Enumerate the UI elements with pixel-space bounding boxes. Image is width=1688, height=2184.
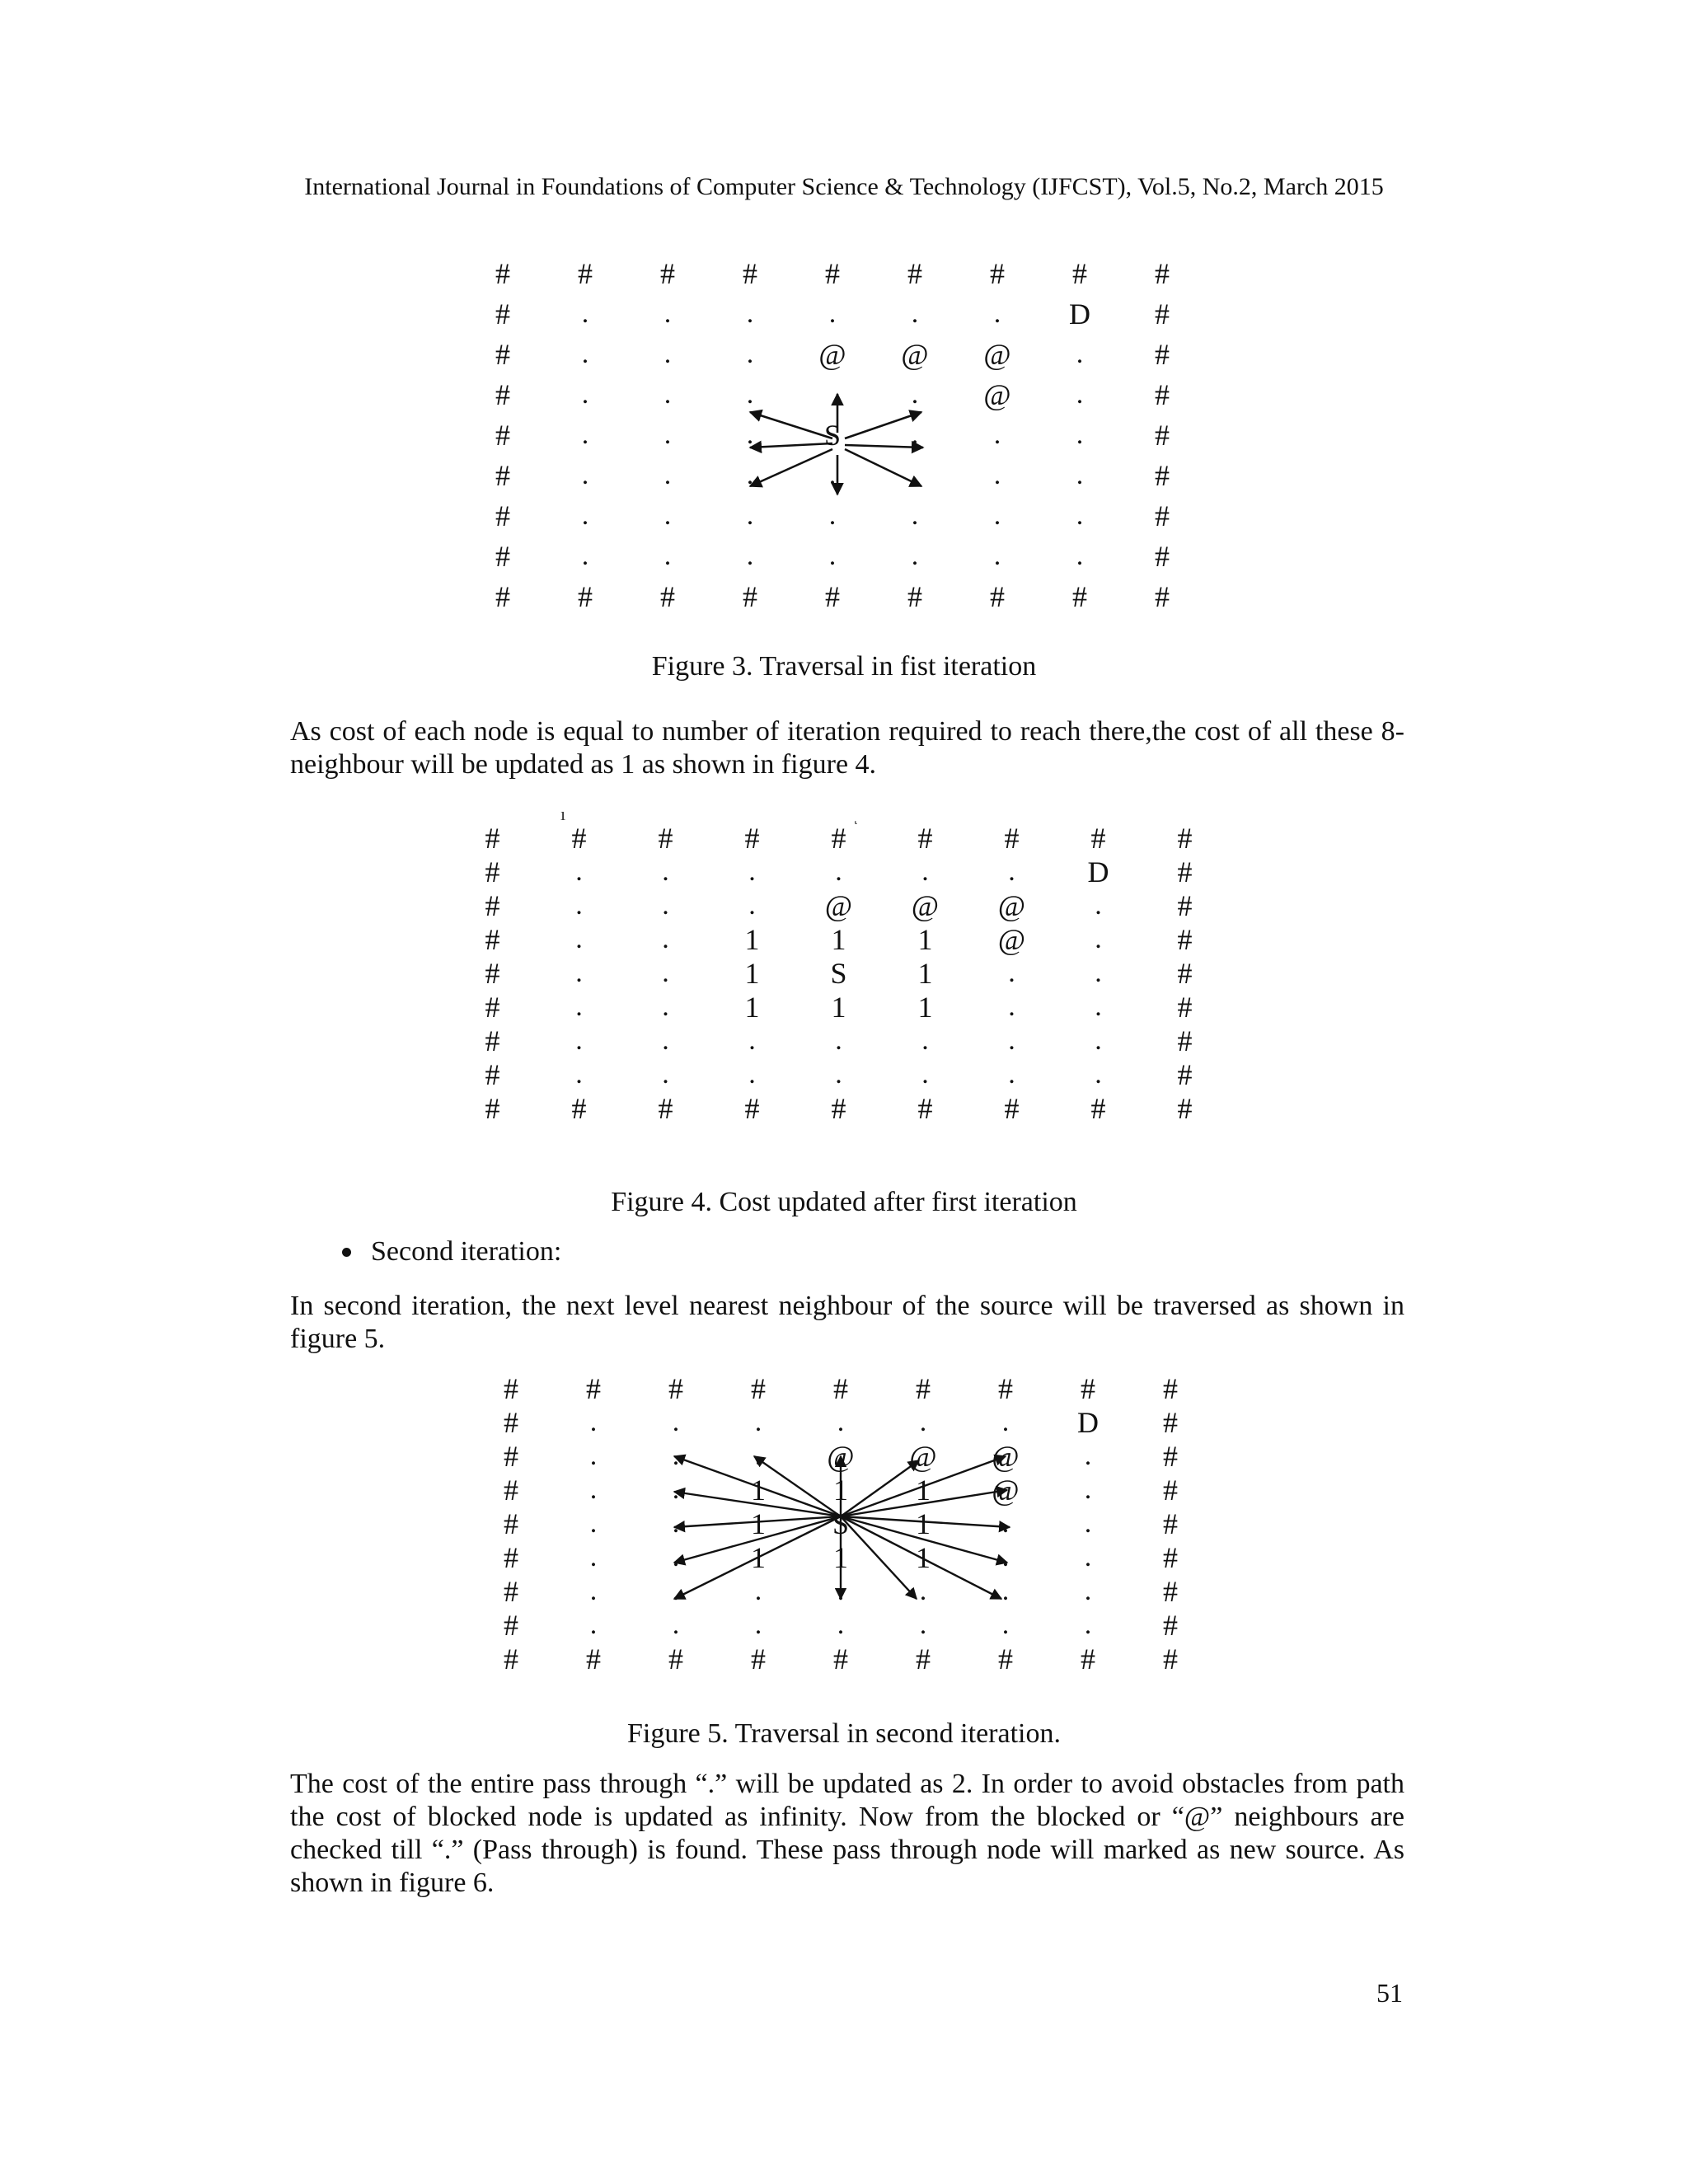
grid-cell: # [1155, 256, 1170, 290]
grid-cell: . [746, 338, 754, 369]
journal-header: International Journal in Foundations of Computer Science & Technology (IJFCST), Vol.5, No.2, March 2015 [304, 173, 1384, 200]
grid-cell: . [575, 855, 583, 887]
grid-cell: . [746, 459, 754, 490]
grid-cell: @ [911, 888, 940, 922]
grid-cell: @ [901, 337, 929, 371]
grid-cell: . [672, 1541, 680, 1572]
grid-cell: . [1084, 1541, 1092, 1572]
grid-cell: # [571, 1091, 587, 1125]
grid-cell: . [1095, 889, 1102, 921]
grid-cell: . [837, 1406, 845, 1437]
grid-cell: D [1087, 855, 1109, 888]
grid-cell: . [911, 499, 919, 531]
grid-cell: # [1081, 1371, 1095, 1405]
grid-cell: # [485, 956, 500, 990]
grid-cell: . [575, 889, 583, 921]
grid-cell: # [833, 1371, 848, 1405]
grid-cell: # [578, 579, 593, 613]
grid-cell: . [663, 459, 672, 490]
grid-cell: # [1155, 418, 1170, 452]
bullet-dot-icon [342, 1248, 351, 1257]
grid-cell: . [919, 1575, 927, 1606]
grid-cell: # [485, 821, 500, 855]
figure-5-grid [470, 1371, 1212, 1675]
grid-cell: . [1001, 1541, 1010, 1572]
grid-cell: . [1095, 957, 1102, 988]
grid-cell: . [1084, 1507, 1092, 1539]
grid-cell: . [748, 855, 756, 887]
grid-cell: # [495, 337, 510, 371]
grid-cell: . [589, 1575, 598, 1606]
grid-cell: . [1076, 419, 1084, 450]
paragraph-cost-pass-through: The cost of the entire pass through “.” will be updated as 2. In order to avoid obstacles from path the cost of blocked node is updated as infinity. Now from the blocked or “@” neighbours are checked till “.” (Pass through) is found. These pass through node will marked as new source. As shown in figure 6. [290, 1769, 1404, 1898]
grid-cell: . [589, 1507, 598, 1539]
grid-cell: . [662, 957, 669, 988]
grid-cell: . [1084, 1474, 1092, 1505]
grid-cell: # [495, 579, 510, 613]
grid-cell: # [495, 458, 510, 492]
grid-cell: # [485, 1024, 500, 1057]
grid-cell: # [586, 1371, 601, 1405]
grid-cell: # [1090, 821, 1106, 855]
grid-cell: S [830, 956, 847, 990]
grid-cell: . [1076, 499, 1084, 531]
grid-cell: . [993, 419, 1001, 450]
grid-cell: . [837, 1575, 845, 1606]
grid-cell: . [575, 991, 583, 1022]
grid-cell: @ [997, 922, 1026, 956]
grid-cell: # [1163, 1439, 1178, 1473]
grid-cell: 1 [751, 1473, 766, 1507]
grid-cell: # [825, 256, 840, 290]
grid-cell: # [495, 297, 510, 330]
grid-cell: . [581, 419, 589, 450]
grid-cell: . [575, 923, 583, 954]
grid-cell: # [907, 256, 922, 290]
grid-cell: . [921, 855, 929, 887]
grid-cell: # [578, 256, 593, 290]
grid-cell: @ [992, 1473, 1020, 1507]
grid-cell: . [828, 540, 837, 571]
grid-cell: . [1001, 1575, 1010, 1606]
grid-cell: . [754, 1406, 762, 1437]
grid-cell: # [917, 1091, 933, 1125]
grid-cell: # [751, 1642, 766, 1675]
grid-cell: # [1155, 499, 1170, 532]
grid-cell: . [746, 499, 754, 531]
grid-cell: . [748, 1058, 756, 1090]
grid-cell: . [746, 419, 754, 450]
grid-cell: . [993, 298, 1001, 329]
grid-cell: . [921, 1024, 929, 1056]
grid-cell: . [1008, 957, 1015, 988]
grid-cell: # [1177, 1091, 1193, 1125]
grid-cell: @ [992, 1439, 1020, 1473]
figure-3-grid [462, 253, 1203, 616]
grid-cell: . [835, 1024, 842, 1056]
grid-cell: # [917, 821, 933, 855]
grid-cell: . [663, 540, 672, 571]
grid-cell: . [835, 855, 842, 887]
grid-cell: # [485, 855, 500, 888]
grid-cell: . [837, 1609, 845, 1640]
grid-cell: # [660, 579, 675, 613]
grid-cell: # [833, 1642, 848, 1675]
grid-cell: # [907, 579, 922, 613]
grid-cell: . [828, 499, 837, 531]
grid-cell: . [754, 1575, 762, 1606]
grid-cell: # [658, 821, 673, 855]
grid-cell: . [581, 298, 589, 329]
grid-cell: . [754, 1609, 762, 1640]
grid-cell: 1 [744, 922, 760, 956]
grid-cell: # [1155, 579, 1170, 613]
grid-cell: . [575, 1024, 583, 1056]
grid-cell: # [990, 579, 1005, 613]
grid-cell: . [581, 459, 589, 490]
grid-cell: . [1095, 1058, 1102, 1090]
grid-cell: . [921, 1058, 929, 1090]
grid-cell: # [485, 1057, 500, 1091]
grid-cell: # [504, 1473, 518, 1507]
page-number: 51 [1376, 1978, 1403, 2008]
paragraph-second-iteration: In second iteration, the next level nearest neighbour of the source will be traversed as shown in figure 5. [290, 1291, 1404, 1354]
grid-cell: . [746, 540, 754, 571]
grid-cell: . [1095, 923, 1102, 954]
figure-4-grid [449, 821, 1228, 1125]
grid-cell: # [485, 922, 500, 956]
figure-5-caption: Figure 5. Traversal in second iteration. [627, 1718, 1061, 1749]
grid-cell: # [916, 1642, 931, 1675]
grid-cell: # [744, 821, 760, 855]
grid-cell: . [746, 378, 754, 410]
grid-cell: # [1163, 1540, 1178, 1574]
grid-cell: 1 [917, 922, 933, 956]
bullet-text: Second iteration: [371, 1236, 562, 1267]
grid-cell: # [743, 579, 757, 613]
grid-cell: 1 [751, 1507, 766, 1540]
grid-cell: . [575, 1058, 583, 1090]
grid-cell: . [663, 298, 672, 329]
grid-cell: @ [983, 377, 1011, 411]
grid-cell: 1 [751, 1540, 766, 1574]
grid-cell: . [919, 1406, 927, 1437]
grid-cell: . [662, 855, 669, 887]
grid-cell: S [823, 418, 842, 452]
grid-cell: # [1177, 1024, 1193, 1057]
grid-cell: # [504, 1507, 518, 1540]
grid-cell: . [672, 1507, 680, 1539]
grid-cell: # [1163, 1642, 1178, 1675]
grid-cell: . [663, 338, 672, 369]
grid-cell: . [1076, 540, 1084, 571]
grid-cell: . [993, 499, 1001, 531]
grid-cell: D [1077, 1405, 1099, 1439]
grid-cell: . [1001, 1406, 1010, 1437]
grid-cell: . [663, 419, 672, 450]
grid-cell: 1 [833, 1540, 848, 1574]
grid-cell: . [1084, 1609, 1092, 1640]
grid-cell: # [495, 499, 510, 532]
stray-mark-1: ı [560, 804, 566, 824]
grid-cell: . [1076, 378, 1084, 410]
grid-cell: # [1163, 1507, 1178, 1540]
grid-cell: . [1076, 338, 1084, 369]
grid-cell: 1 [916, 1473, 931, 1507]
grid-cell: # [831, 821, 846, 855]
grid-cell: # [495, 539, 510, 573]
grid-cell: # [504, 1642, 518, 1675]
grid-cell: @ [818, 337, 846, 371]
grid-cell: # [1177, 821, 1193, 855]
grid-cell: . [672, 1575, 680, 1606]
grid-cell: # [1177, 990, 1193, 1024]
grid-cell: . [993, 540, 1001, 571]
grid-cell: # [485, 990, 500, 1024]
grid-cell: 1 [916, 1540, 931, 1574]
grid-cell: 1 [917, 956, 933, 990]
grid-cell: # [495, 377, 510, 411]
grid-cell: 1 [917, 990, 933, 1024]
grid-cell: # [1163, 1371, 1178, 1405]
grid-cell: . [662, 923, 669, 954]
grid-cell: # [1163, 1405, 1178, 1439]
grid-cell: . [581, 378, 589, 410]
bullet-second-iteration [342, 1236, 561, 1268]
grid-cell: . [589, 1474, 598, 1505]
figure-4-caption: Figure 4. Cost updated after first iteration [611, 1187, 1077, 1217]
grid-cell: . [589, 1541, 598, 1572]
paragraph-cost-update: As cost of each node is equal to number of iteration required to reach there,the cost of all these 8-neighbour will be updated as 1 as shown in figure 4. [290, 716, 1404, 780]
grid-cell: # [485, 888, 500, 922]
grid-cell: . [828, 298, 837, 329]
grid-cell: @ [909, 1439, 937, 1473]
grid-cell: . [911, 419, 919, 450]
stray-mark-2: ͺ [853, 804, 860, 824]
grid-cell: 1 [831, 922, 846, 956]
grid-cell: . [911, 459, 919, 490]
grid-cell: # [1004, 1091, 1020, 1125]
grid-cell: # [743, 256, 757, 290]
grid-cell: . [746, 298, 754, 329]
grid-cell: # [1177, 956, 1193, 990]
grid-cell: @ [827, 1439, 855, 1473]
grid-cell: . [672, 1609, 680, 1640]
grid-cell: # [668, 1371, 683, 1405]
grid-cell: . [993, 459, 1001, 490]
grid-cell: . [672, 1440, 680, 1471]
grid-cell: . [1084, 1440, 1092, 1471]
grid-cell: . [828, 459, 837, 490]
grid-cell: # [1072, 256, 1087, 290]
grid-cell: . [672, 1474, 680, 1505]
figure-3-caption: Figure 3. Traversal in fist iteration [651, 651, 1037, 682]
grid-cell: # [504, 1608, 518, 1642]
grid-cell [791, 374, 874, 415]
grid-cell: . [575, 957, 583, 988]
grid-cell: . [1008, 1024, 1015, 1056]
grid-cell: . [754, 1440, 762, 1471]
grid-cell: # [586, 1642, 601, 1675]
grid-cell: # [1072, 579, 1087, 613]
grid-cell: @ [824, 888, 853, 922]
grid-cell: # [831, 1091, 846, 1125]
grid-cell: # [998, 1371, 1013, 1405]
grid-cell: # [1090, 1091, 1106, 1125]
grid-cell: . [748, 1024, 756, 1056]
grid-cell: . [1095, 1024, 1102, 1056]
grid-cell: . [589, 1440, 598, 1471]
grid-cell: . [911, 540, 919, 571]
grid-cell: # [1155, 337, 1170, 371]
grid-cell: . [1076, 459, 1084, 490]
grid-cell: # [1163, 1473, 1178, 1507]
grid-cell: 1 [744, 990, 760, 1024]
grid-cell: . [748, 889, 756, 921]
grid-cell: # [571, 821, 587, 855]
grid-cell: # [1163, 1574, 1178, 1608]
grid-cell: # [1155, 377, 1170, 411]
grid-cell: # [1177, 1057, 1193, 1091]
grid-cell: . [1008, 855, 1015, 887]
grid-cell: # [1155, 458, 1170, 492]
grid-cell: S [832, 1507, 850, 1540]
grid-cell: D [1069, 297, 1090, 330]
grid-cell: . [1095, 991, 1102, 1022]
grid-cell: . [1001, 1609, 1010, 1640]
grid-cell: . [1001, 1507, 1010, 1539]
grid-cell: @ [983, 337, 1011, 371]
grid-cell: # [660, 256, 675, 290]
grid-cell: 1 [833, 1473, 848, 1507]
grid-cell: . [1008, 1058, 1015, 1090]
grid-cell: 1 [916, 1507, 931, 1540]
grid-cell: . [581, 338, 589, 369]
grid-cell: # [504, 1371, 518, 1405]
grid-cell: . [919, 1609, 927, 1640]
grid-cell: # [504, 1405, 518, 1439]
grid-cell: # [504, 1439, 518, 1473]
grid-cell: # [658, 1091, 673, 1125]
grid-cell: 1 [744, 956, 760, 990]
grid-cell: # [1155, 539, 1170, 573]
grid-cell: # [990, 256, 1005, 290]
grid-cell: . [662, 889, 669, 921]
grid-cell: . [663, 378, 672, 410]
grid-cell: # [668, 1642, 683, 1675]
grid-cell: # [1155, 297, 1170, 330]
grid-cell: # [1081, 1642, 1095, 1675]
grid-cell: # [751, 1371, 766, 1405]
grid-cell: . [672, 1406, 680, 1437]
grid-cell: # [504, 1574, 518, 1608]
grid-cell: @ [997, 888, 1026, 922]
grid-cell: . [1008, 991, 1015, 1022]
grid-cell: # [1004, 821, 1020, 855]
grid-cell: . [581, 499, 589, 531]
grid-cell: . [911, 298, 919, 329]
grid-cell: . [589, 1609, 598, 1640]
grid-cell: # [504, 1540, 518, 1574]
grid-cell: . [663, 499, 672, 531]
grid-cell: # [495, 256, 510, 290]
grid-cell: # [825, 579, 840, 613]
grid-cell: # [1177, 888, 1193, 922]
grid-cell: # [495, 418, 510, 452]
grid-cell: . [581, 540, 589, 571]
grid-cell: . [662, 991, 669, 1022]
grid-cell: . [835, 1058, 842, 1090]
grid-cell: . [1084, 1575, 1092, 1606]
grid-cell: # [916, 1371, 931, 1405]
grid-cell: # [485, 1091, 500, 1125]
grid-cell: # [998, 1642, 1013, 1675]
grid-cell: . [662, 1024, 669, 1056]
grid-cell: # [1163, 1608, 1178, 1642]
grid-cell: . [589, 1406, 598, 1437]
grid-cell: . [911, 378, 919, 410]
grid-cell: 1 [831, 990, 846, 1024]
grid-cell: # [1177, 922, 1193, 956]
grid-cell: . [662, 1058, 669, 1090]
grid-cell: # [1177, 855, 1193, 888]
grid-cell: # [744, 1091, 760, 1125]
